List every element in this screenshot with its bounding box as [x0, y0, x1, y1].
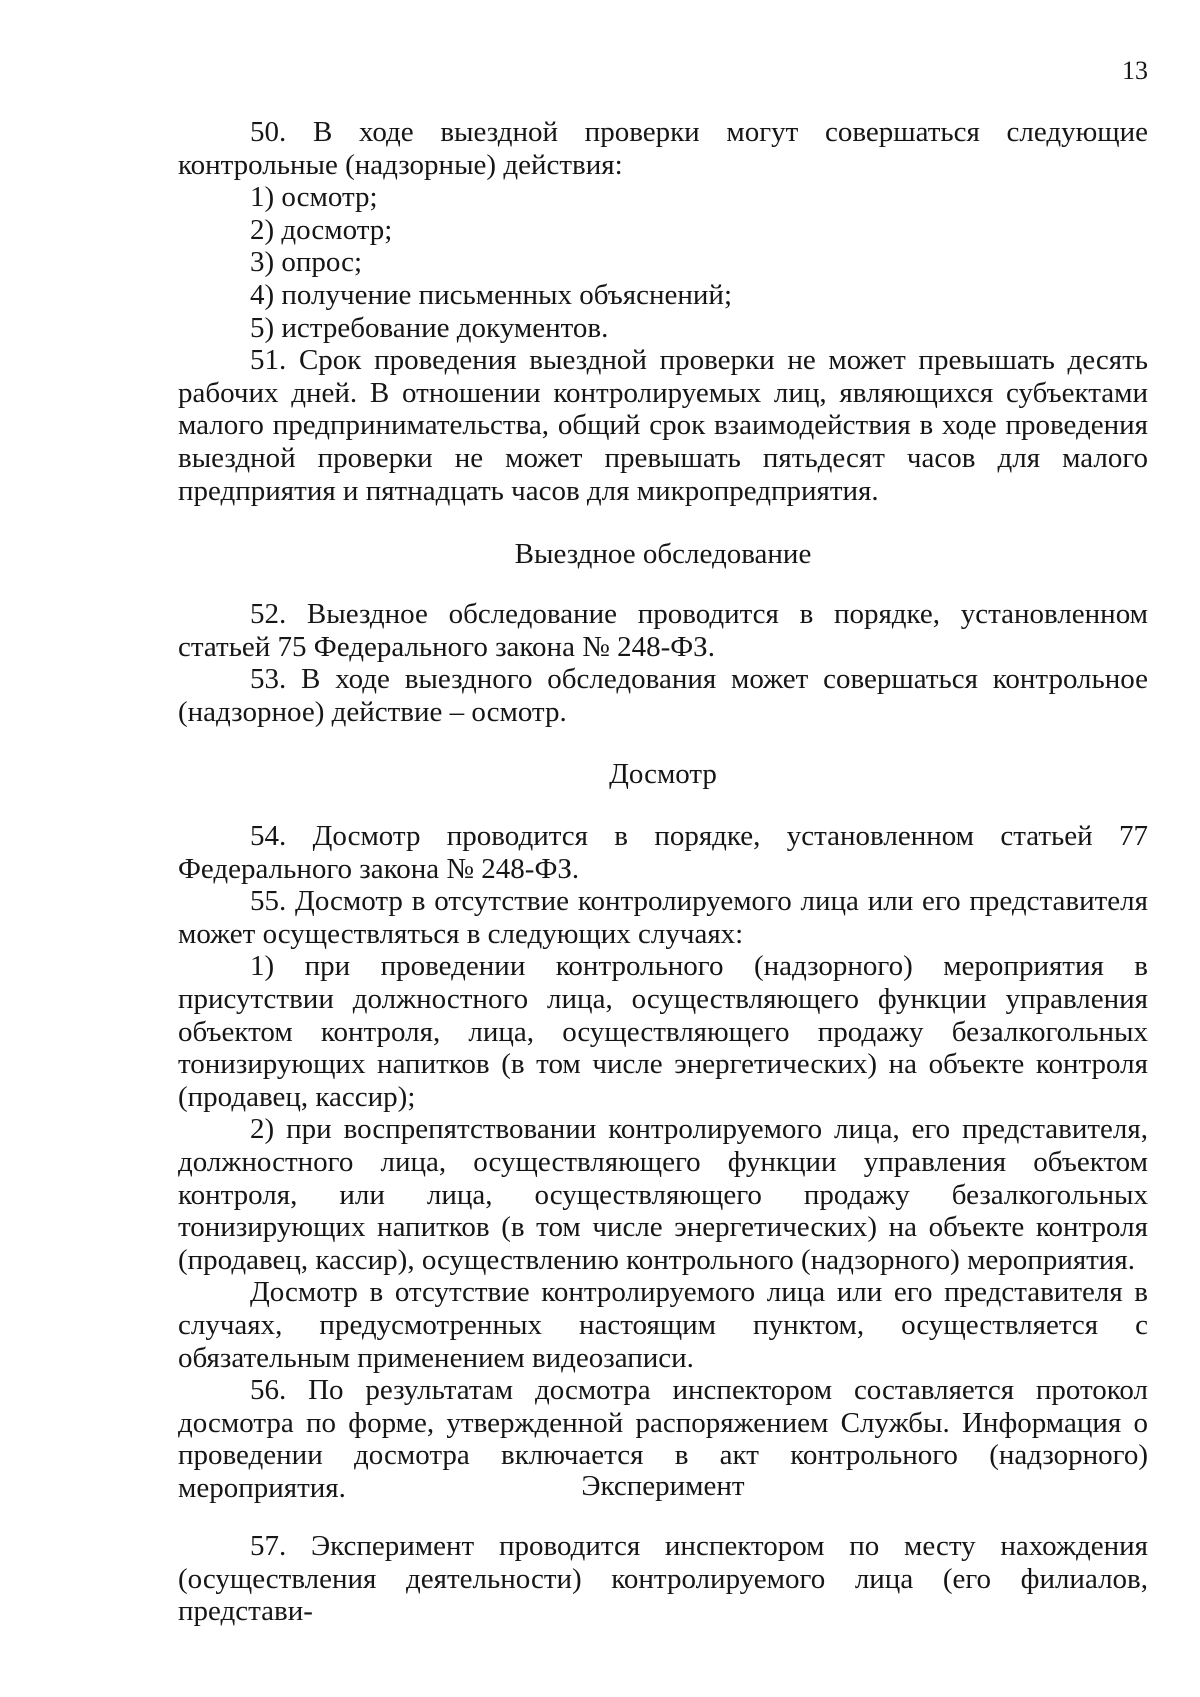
page-number: 13	[1122, 56, 1148, 85]
section-heading-experiment: Эксперимент	[581, 1470, 745, 1502]
list-item-explanations: 4) получение письменных объяснений;	[250, 278, 733, 311]
paragraph-52: 52. Выездное обследование проводится в порядке, установленном статьей 75 Федерального закона № 248-ФЗ.	[178, 598, 1148, 663]
paragraph-55-item-2: 2) при воспрепятствовании контролируемого лица, его представителя, должностного лица, осуществляющего функции управления объектом контроля, или лица, осуществляющего продажу безалкогольных тонизирующих напитков (в том числе энергетических) на объекте контроля (продавец, кассир), осуществлению контрольного (надзорного) мероприятия.	[178, 1113, 1148, 1276]
paragraph-57: 57. Эксперимент проводится инспектором по месту нахождения (осуществления деятельности) контролируемого лица (его филиалов, представи-	[178, 1530, 1148, 1628]
section-inspection-actions	[178, 116, 1148, 507]
paragraph-54: 54. Досмотр проводится в порядке, установленном статьей 77 Федерального закона № 248-ФЗ.	[178, 820, 1148, 885]
paragraph-55: 55. Досмотр в отсутствие контролируемого лица или его представителя может осуществляться в следующих случаях:	[178, 885, 1148, 950]
section-heading-search: Досмотр	[609, 758, 717, 790]
paragraph-55-item-1: 1) при проведении контрольного (надзорного) мероприятия в присутствии должностного лица, осуществляющего функции управления объектом контроля, лица, осуществляющего продажу безалкогольных тонизирующих напитков (в том числе энергетических) на объекте контроля (продавец, кассир);	[178, 950, 1148, 1113]
paragraph-56: 56. По результатам досмотра инспектором составляется протокол досмотра по форме, утвержденной распоряжением Службы. Информация о проведении досмотра включается в акт контрольного (надзорного) мероприятия.	[178, 1374, 1148, 1504]
section-experiment	[178, 1530, 1148, 1628]
list-item-documents: 5) истребование документов.	[250, 311, 609, 344]
section-heading-field-survey: Выездное обследование	[514, 538, 812, 570]
list-item-survey: 3) опрос;	[250, 246, 363, 279]
paragraph-55-video: Досмотр в отсутствие контролируемого лица или его представителя в случаях, предусмотренных настоящим пунктом, осуществляется с обязательным применением видеозаписи.	[178, 1276, 1148, 1374]
paragraph-50: 50. В ходе выездной проверки могут совершаться следующие контрольные (надзорные) действия:	[178, 116, 1148, 181]
list-item-inspection: 1) осмотр;	[250, 181, 378, 214]
list-item-search: 2) досмотр;	[250, 213, 393, 246]
paragraph-53: 53. В ходе выездного обследования может совершаться контрольное (надзорное) действие – осмотр.	[178, 663, 1148, 728]
section-search	[178, 820, 1148, 1504]
section-field-survey	[178, 598, 1148, 728]
paragraph-51: 51. Срок проведения выездной проверки не может превышать десять рабочих дней. В отношении контролируемых лиц, являющихся субъектами малого предпринимательства, общий срок взаимодействия в ходе проведения выездной проверки не может превышать пятьдесят часов для малого предприятия и пятнадцать часов для микропредприятия.	[178, 344, 1148, 507]
